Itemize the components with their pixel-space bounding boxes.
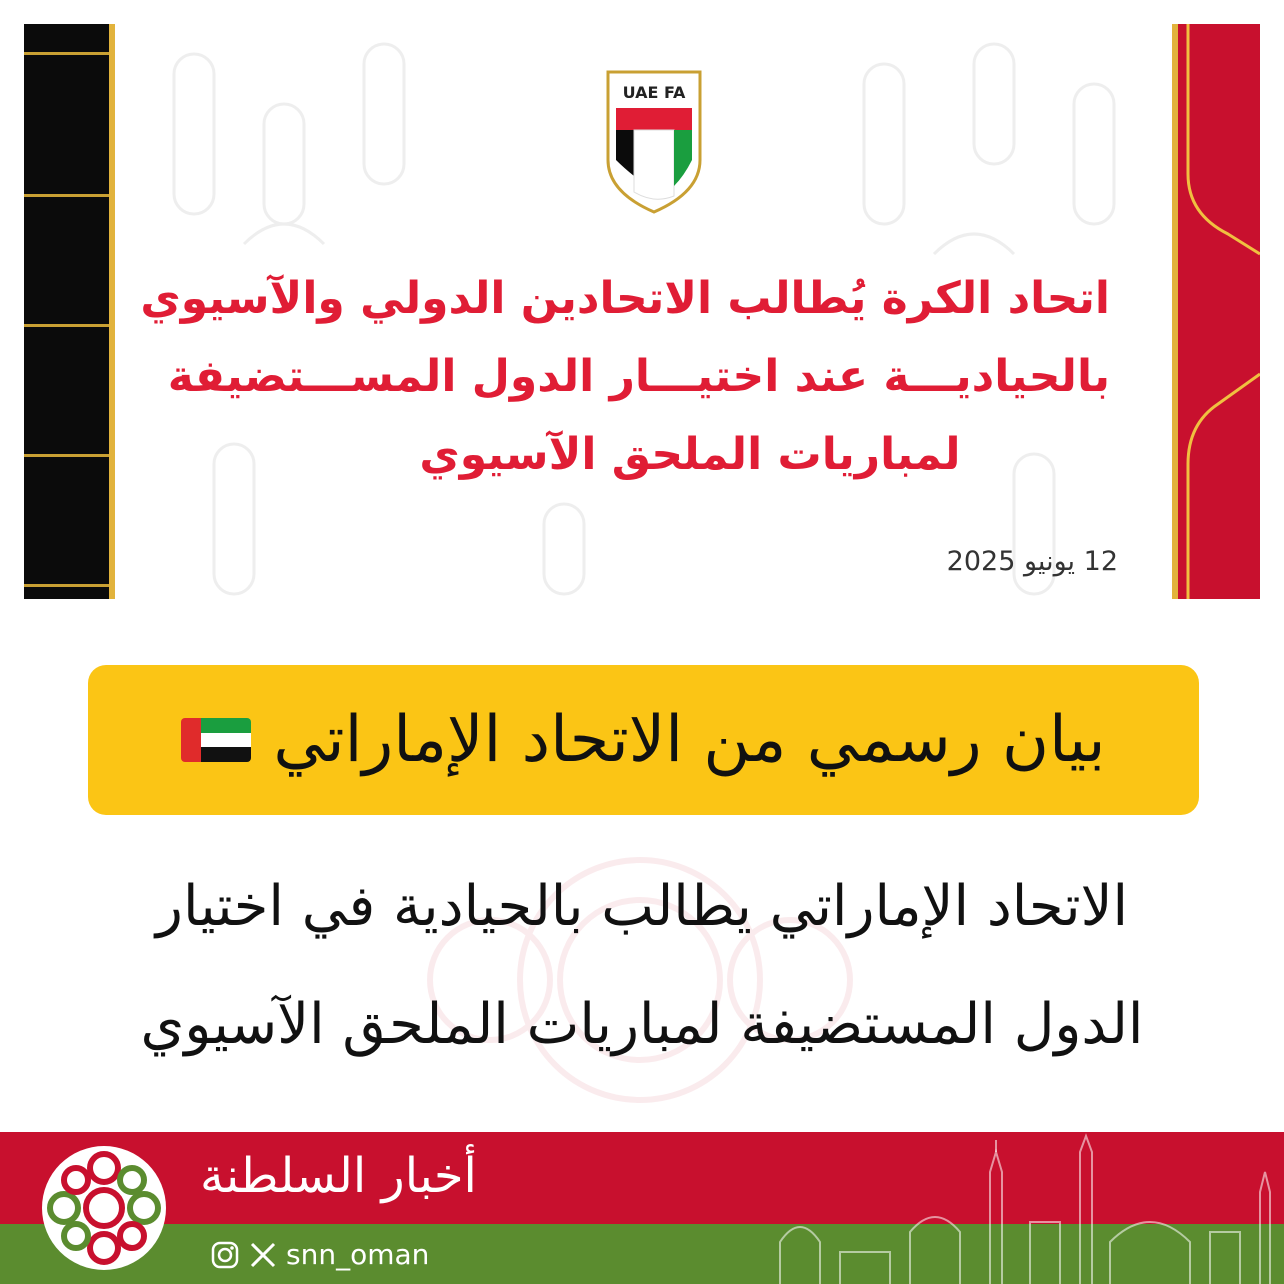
banner-right-stripe xyxy=(1178,24,1260,599)
social-handle xyxy=(210,1238,429,1271)
skyline-silhouette xyxy=(760,1132,1284,1284)
banner-left-stripe xyxy=(24,24,109,599)
social-handle-text: snn_oman xyxy=(286,1238,430,1271)
instagram-icon[interactable] xyxy=(210,1240,240,1270)
brand-name: أخبار السلطنة xyxy=(200,1148,477,1204)
headline-line: لمباريات الملحق الآسيوي xyxy=(419,429,961,480)
headline-line: بالحياديـــة عند اختيـــار الدول المســـتضيفة xyxy=(167,351,1110,402)
x-icon[interactable] xyxy=(248,1240,278,1270)
subheadline-line: الدول المستضيفة لمباريات الملحق الآسيوي xyxy=(140,992,1144,1057)
footer-bar xyxy=(0,1132,1284,1284)
news-banner xyxy=(24,24,1260,599)
uae-fa-logo xyxy=(604,68,704,216)
statement-text: بيان رسمي من الاتحاد الإماراتي xyxy=(273,703,1106,777)
brand-logo xyxy=(36,1140,172,1276)
svg-text:UAE FA: UAE FA xyxy=(622,83,686,102)
subheadline-line: الاتحاد الإماراتي يطالب بالحيادية في اختيار xyxy=(155,874,1129,939)
statement-badge xyxy=(88,665,1199,815)
uae-flag-icon xyxy=(181,718,251,762)
article-subheadline xyxy=(30,848,1254,1084)
headline-line: اتحاد الكرة يُطالب الاتحادين الدولي والآسيوي xyxy=(140,273,1110,324)
banner-date: 12 يونيو 2025 xyxy=(946,546,1118,577)
banner-headline xyxy=(140,260,1110,494)
